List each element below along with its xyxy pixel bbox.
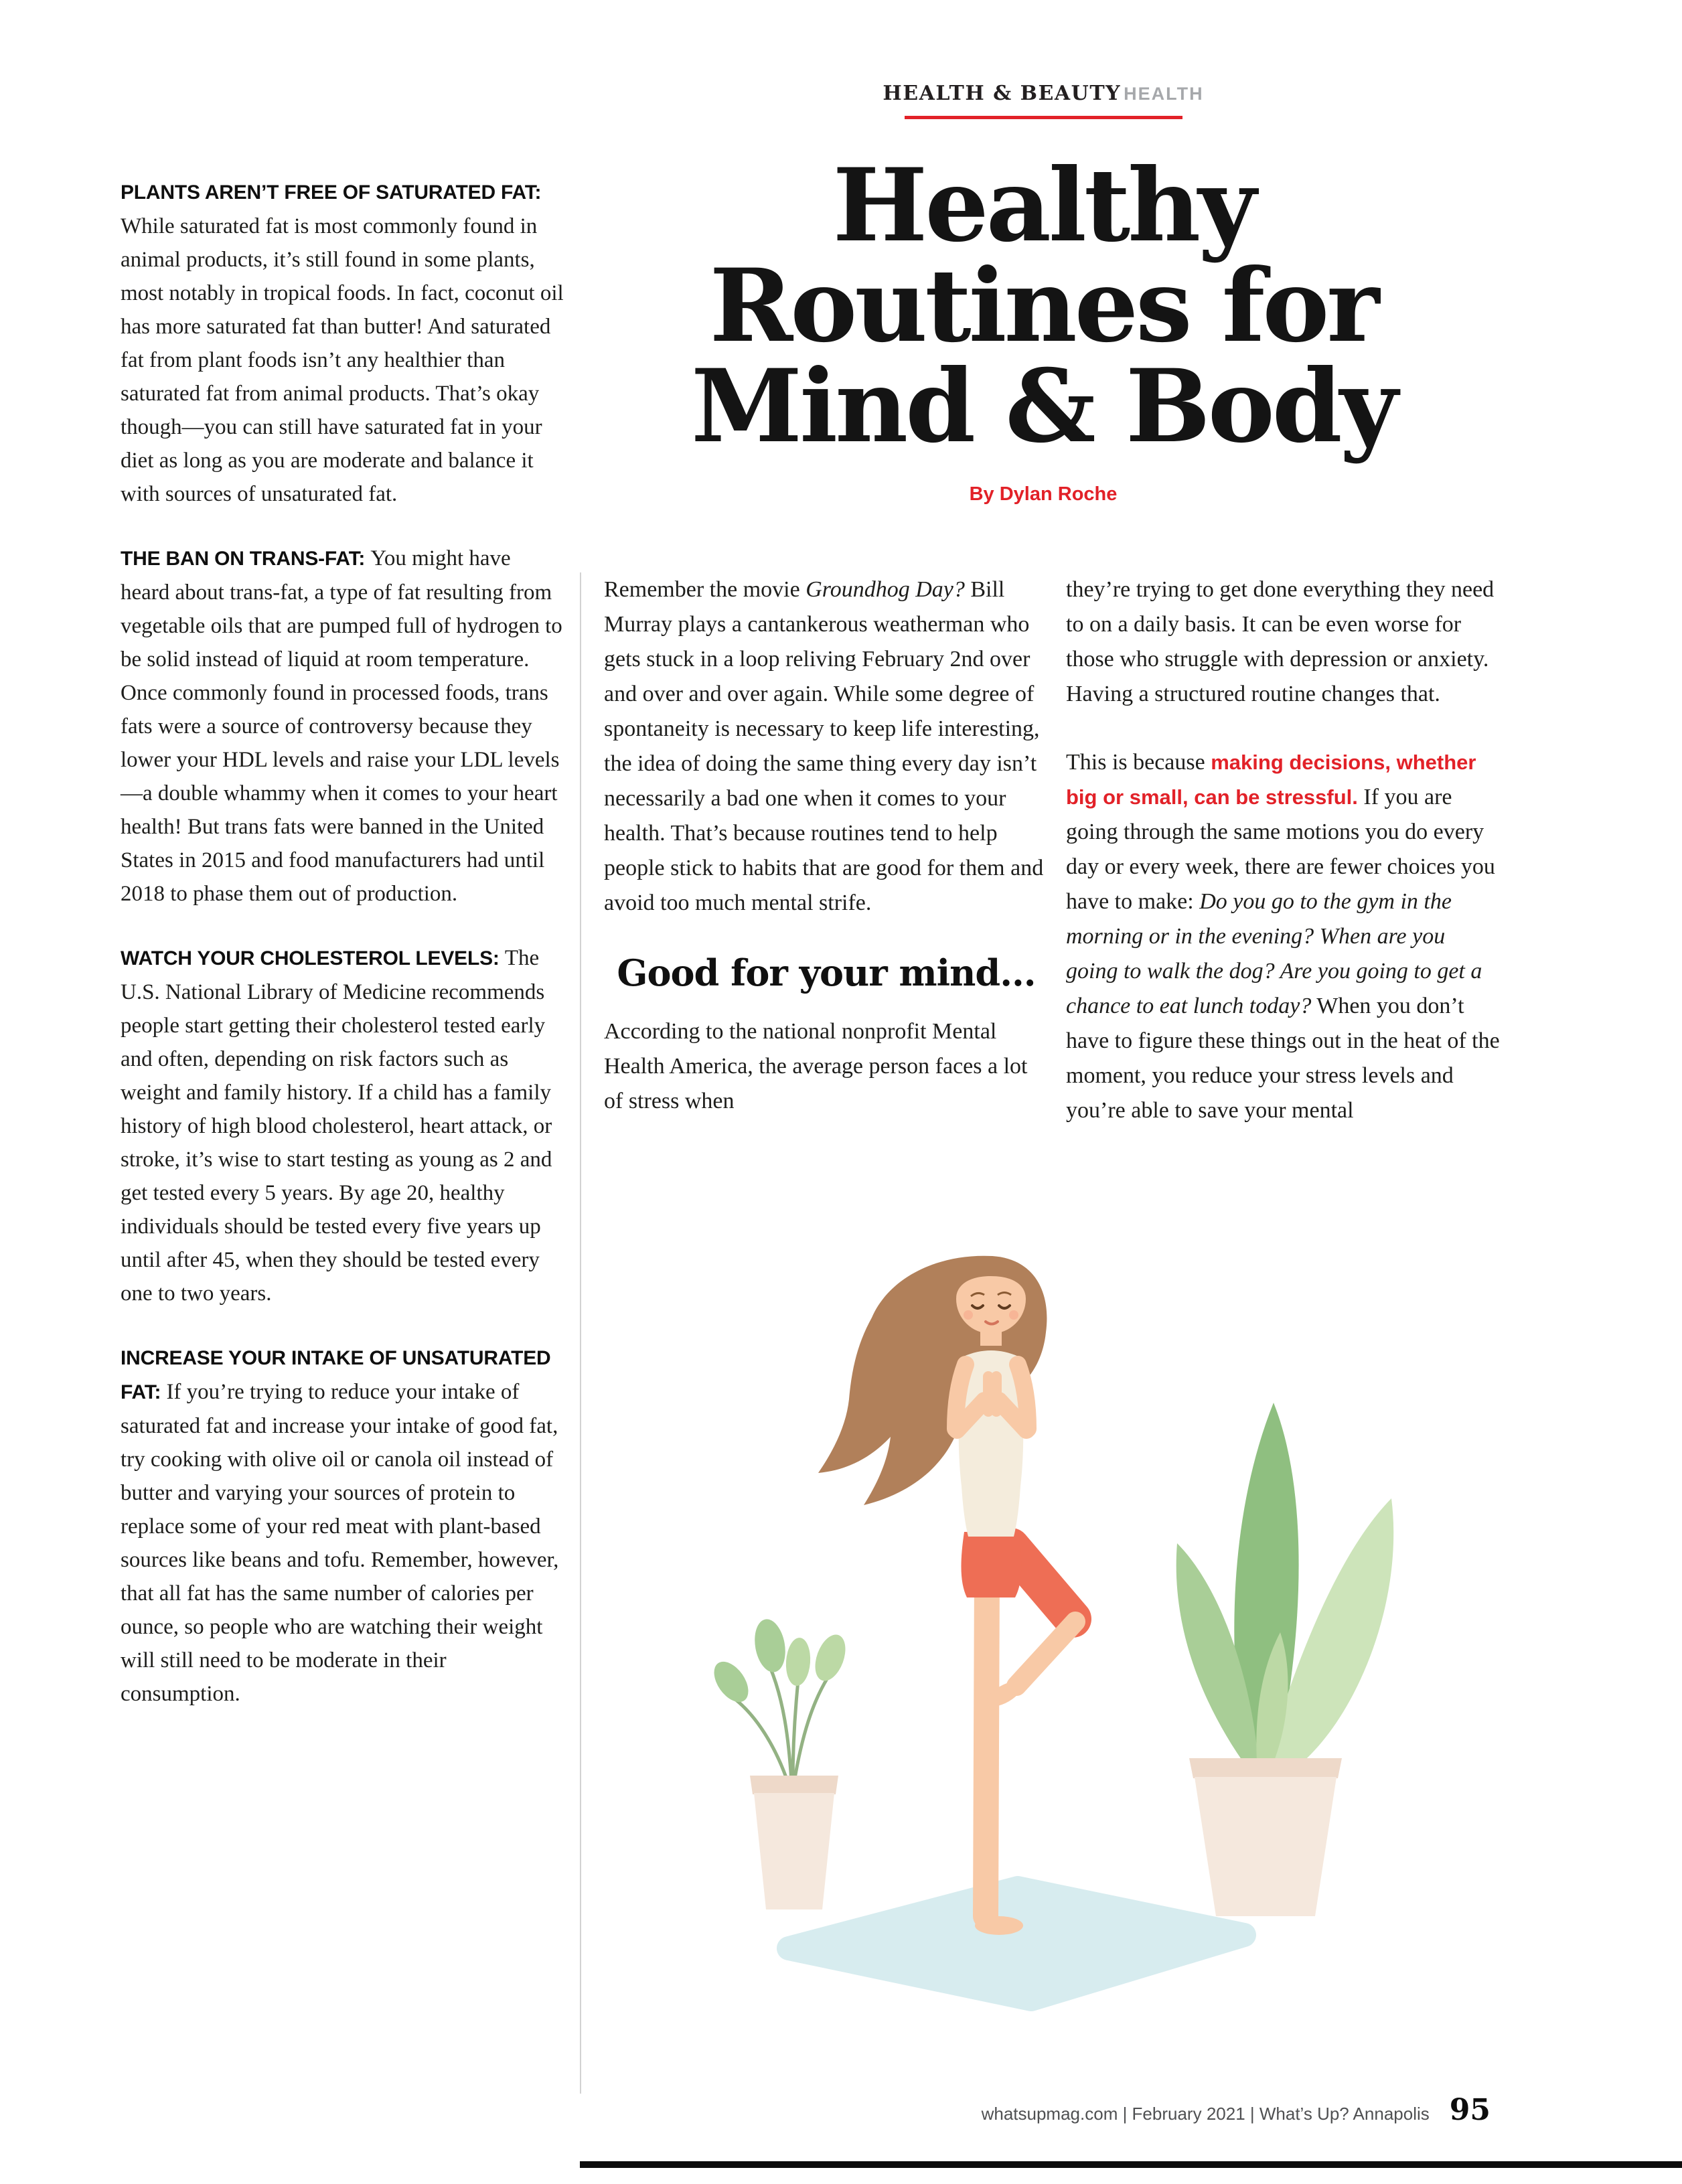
article-paragraph (1066, 572, 1500, 712)
footer-info: whatsupmag.com | February 2021 | What’s Up? Annapolis (981, 2104, 1430, 2124)
plant-pot-rim (750, 1776, 838, 1794)
subhead-good-for-your-mind: Good for your mind... (617, 951, 1036, 994)
yoga-woman (818, 1256, 1075, 1935)
plant-leaf (751, 1617, 789, 1674)
title-line-2: Routines for (709, 247, 1377, 365)
bent-shin (1016, 1622, 1075, 1686)
article-column-1 (604, 572, 1049, 1119)
foot (975, 1916, 1023, 1935)
sidebar-section-trans-fat (121, 542, 565, 911)
text-run: Do you go to the gym in the morning or in the evening? When are you going to walk the dog? Are you going to get a chance to eat lunch today? (1066, 889, 1482, 1018)
plant-pot-rim (1189, 1758, 1342, 1778)
plant-leaf (785, 1637, 812, 1687)
article-column-2 (1066, 572, 1500, 1128)
article-title (553, 147, 1533, 465)
standing-leg (986, 1573, 987, 1916)
column-divider (580, 572, 581, 2094)
masthead (553, 82, 1533, 119)
sidebar-section-saturated-fat (121, 175, 565, 511)
text-run: You might have heard about trans-fat, a type of fat resulting from vegetable oils that are pumped full of hydrogen to be solid instead of liquid at room temperature. Once commonly found in processed foods, trans fats were a source of controversy because they lower your HDL levels and raise your LDL levels—a double whammy when it comes to your heart health! But trans fats were banned in the United States in 2015 and food manufacturers had until 2018 to phase them out of production. (121, 546, 562, 906)
masthead-brand: HEALTH & BEAUTY (883, 82, 1122, 105)
shorts (961, 1532, 1021, 1597)
blush (964, 1310, 973, 1320)
page-number: 95 (1449, 2093, 1490, 2127)
masthead-section: HEALTH (1124, 84, 1204, 104)
yoga-illustration-svg (623, 1198, 1500, 2089)
text-run: When you don’t have to figure these things out in the heat of the moment, you reduce your stress levels and you’re able to save your mental (1066, 994, 1500, 1123)
yoga-mat (789, 1888, 1244, 1999)
text-run: Remember the movie (604, 577, 806, 602)
text-run: PLANTS AREN’T FREE OF SATURATED FAT: (121, 181, 542, 204)
text-run: According to the national nonprofit Mental Health America, the average person faces a lot of stress when (604, 1019, 1028, 1113)
plant-pot (1195, 1777, 1336, 1916)
plant-pot (754, 1793, 834, 1909)
article-paragraph (1066, 745, 1500, 1128)
masthead-text (553, 82, 1533, 105)
text-run: Groundhog Day? (806, 577, 965, 602)
article-paragraph (604, 572, 1049, 921)
sidebar (121, 175, 565, 1711)
article-paragraph (604, 1014, 1049, 1119)
plant-leaf (707, 1656, 755, 1709)
page-footer (580, 2093, 1490, 2127)
yoga-illustration (623, 1198, 1500, 2089)
sidebar-section-unsaturated-fat (121, 1341, 565, 1711)
text-run: THE BAN ON TRANS-FAT: (121, 548, 371, 570)
text-run: Bill Murray plays a cantankerous weatherman who gets stuck in a loop reliving February 2nd over and over and over again. While some degree of spontaneity is necessary to keep life interesting, the idea of doing the same thing every day isn’t necessarily a bad one when it comes to your health. That’s because routines tend to help people stick to habits that are good for them and avoid too much mental strife. (604, 577, 1044, 915)
text-run: If you’re trying to reduce your intake of saturated fat and increase your intake of good fat, try cooking with olive oil or canola oil instead of butter and varying your sources of protein to replace some of your red meat with plant-based sources like beans and tofu. Remember, however, that all fat has the same number of calories per ounce, so people who are watching their weight will still need to be moderate in their consumption. (121, 1380, 559, 1706)
right-plant (1176, 1403, 1394, 1916)
title-line-1: Healthy (832, 147, 1254, 264)
left-plant (707, 1617, 851, 1909)
blush (1009, 1310, 1018, 1320)
text-run: INCREASE YOUR INTAKE OF UNSATURATED FAT: (121, 1347, 551, 1403)
bottom-rule (580, 2161, 1682, 2168)
text-run: The U.S. National Library of Medicine recommends people start getting their cholesterol tested early and often, depending on risk factors such as weight and family history. If a child has a family history of high blood cholesterol, heart attack, or stroke, it’s wise to start testing as young as 2 and get tested every 5 years. By age 20, healthy individuals should be tested every five years up until after 45, when they should be tested every one to two years. (121, 946, 552, 1306)
sidebar-section-cholesterol (121, 941, 565, 1310)
masthead-rule (905, 116, 1182, 119)
text-run: WATCH YOUR CHOLESTEROL LEVELS: (121, 947, 505, 969)
text-run: making decisions, whether big or small, can be stressful. (1066, 751, 1476, 809)
text-run: This is because (1066, 750, 1211, 775)
title-line-3: Mind & Body (691, 347, 1395, 465)
byline: By Dylan Roche (969, 483, 1118, 505)
text-run: If you are going through the same motions you do every day or every week, there are fewer choices you have to make: (1066, 785, 1495, 914)
text-run: While saturated fat is most commonly found in animal products, it’s still found in some plants, most notably in tropical foods. In fact, coconut oil has more saturated fat than butter! And saturated fat from plant foods isn’t any healthier than saturated fat from animal products. That’s okay though—you can still have saturated fat in your diet as long as you are moderate and balance it with sources of unsaturated fat. (121, 214, 564, 506)
text-run: they’re trying to get done everything they need to on a daily basis. It can be even worse for those who struggle with depression or anxiety. Having a structured routine changes that. (1066, 577, 1495, 706)
plant-leaf (810, 1630, 851, 1685)
